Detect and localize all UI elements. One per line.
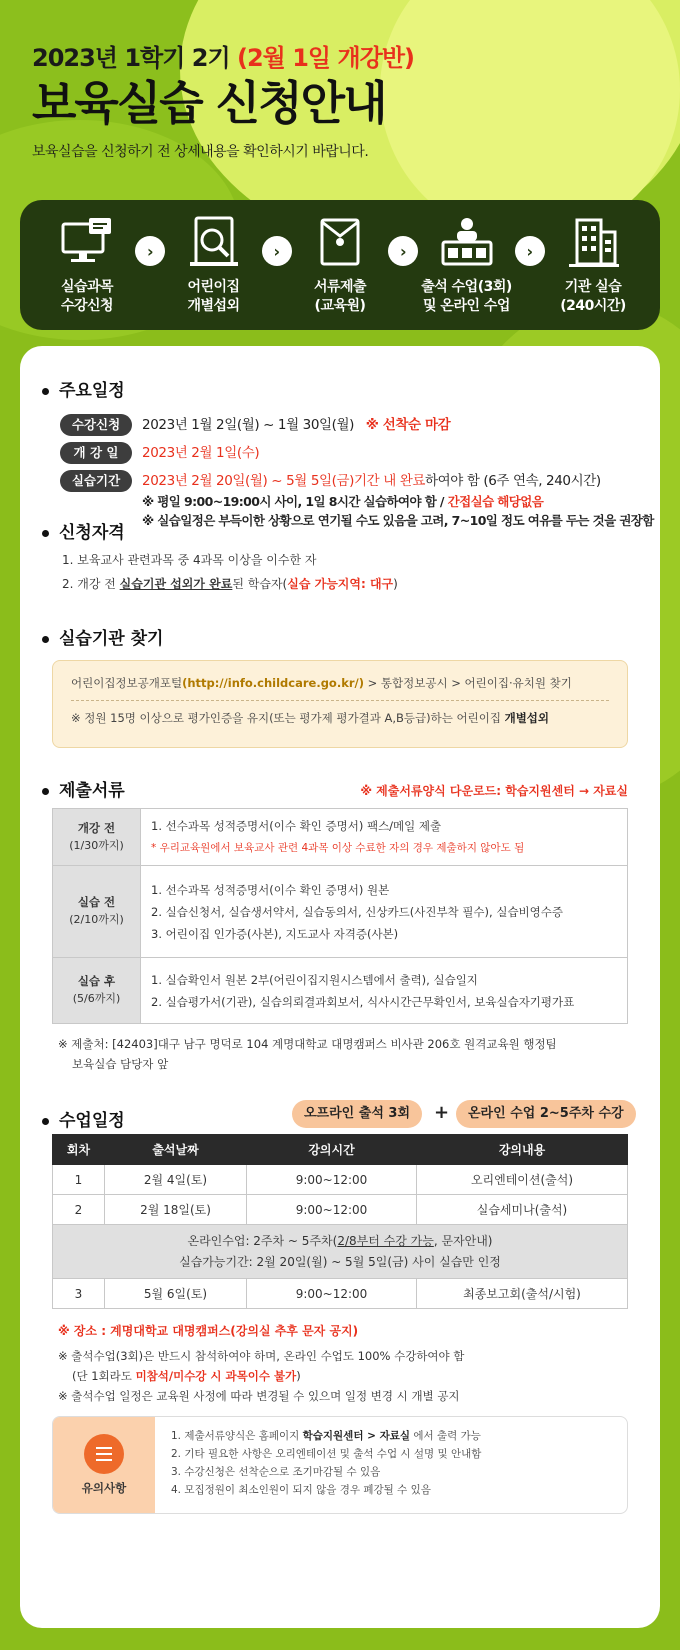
caution-box [52, 1416, 628, 1514]
online-row: 온라인수업: 2주차 ~ 5주차(2/8부터 수강 가능, 문자안내) 실습가능기간: 2월 20일(월) ~ 5월 5일(금) 사이 실습만 인정 [53, 1225, 628, 1279]
schedule-label: 실습기간 [60, 470, 132, 492]
schedule-list [60, 414, 654, 536]
chevron-right-icon: › [262, 236, 292, 266]
page-subtitle: 보육실습을 신청하기 전 상세내용을 확인하시기 바랍니다. [32, 144, 369, 161]
chevron-right-icon: › [515, 236, 545, 266]
lecturer-icon [439, 214, 495, 270]
section-title-classes: 수업일정 [42, 1106, 125, 1131]
step-label: 어린이집 개별섭외 [187, 279, 240, 314]
table-row: 2 2월 18일(토) 9:00~12:00 실습세미나(출석) [53, 1195, 628, 1225]
plus-sign: + [434, 1102, 450, 1123]
class-schedule-table [52, 1134, 628, 1309]
offline-badge: 오프라인 출석 3회 [292, 1100, 422, 1128]
chevron-right-icon: › [388, 236, 418, 266]
info-card [20, 346, 660, 1628]
table-row: 실습 전 (2/10까지) 1. 선수과목 성적증명서(이수 확인 증명서) 원본 2. 실습신청서, 실습생서약서, 실습동의서, 신상카드(사진부착 필수), 실습비영수증 3. 어린이집 인가증(사본), 지도교사 자격증(사본) [53, 866, 628, 958]
qualification-list: 1. 보육교사 관련과목 중 4과목 이상을 이수한 자 2. 개강 전 실습기관 섭외가 완료된 학습자(실습 가능지역: 대구) [62, 553, 398, 591]
schedule-label: 개 강 일 [60, 442, 132, 464]
schedule-row: 실습기간 2023년 2월 20일(월) ~ 5월 5일(금)기간 내 완료하여야 함 (6주 연속, 240시간) ※ 평일 9:00~19:00시 사이, 1일 8시간 실습하여야 함 / 간접실습 해당없음 ※ 실습일정은 부득이한 상황으로 연기될 수도 있음을 고려, 7~10일 정도 여유를 두는 것을 권장함 [60, 470, 654, 530]
step-attendance-online [420, 214, 514, 316]
step-document-submission [293, 214, 387, 316]
step-institution-practice [546, 214, 640, 316]
place-note: ※ 장소 : 계명대학교 대명캠퍼스(강의실 추후 문자 공지) [58, 1324, 359, 1338]
class-notes: ※ 출석수업(3회)은 반드시 참석하여야 하며, 온라인 수업도 100% 수강하여야 함 (단 1회라도 미참석/미수강 시 과목이수 불가) ※ 출석수업 일정은 교육원 사정에 따라 변경될 수 있으며 일정 변경 시 개별 공지 [58, 1349, 465, 1403]
table-row: 개강 전 (1/30까지) 1. 선수과목 성적증명서(이수 확인 증명서) 팩스/메일 제출 * 우리교육원에서 보육교사 관련 4과목 이상 수료한 자의 경우 제출하지 않아도 됨 [53, 809, 628, 866]
step-label: 출석 수업(3회) 및 온라인 수업 [421, 279, 512, 314]
header [32, 38, 414, 161]
process-steps [20, 200, 660, 330]
schedule-label: 수강신청 [60, 414, 132, 436]
table-row: 3 5월 6일(토) 9:00~12:00 최종보고회(출석/시험) [53, 1279, 628, 1309]
section-title-qualification: 신청자격 [42, 518, 125, 543]
table-row: 1 2월 4일(토) 9:00~12:00 오리엔테이션(출석) [53, 1165, 628, 1195]
schedule-row: 수강신청 2023년 1월 2일(월) ~ 1월 30일(월) ※ 선착순 마감 [60, 414, 654, 436]
step-label: 서류제출 (교육원) [313, 279, 367, 314]
caution-label: 유의사항 [81, 1481, 127, 1495]
magnifier-document-icon [186, 214, 242, 270]
section-title-documents: 제출서류 [42, 776, 125, 801]
step-label: 기관 실습 (240시간) [560, 279, 626, 314]
find-institution-box: 어린이집정보공개포털(http://info.childcare.go.kr/) > 통합정보공시 > 어린이집·유치원 찾기 ※ 정원 15명 이상으로 평가인증을 유지(또는 평가제 평가결과 A,B등급)하는 어린이집 개별섭외 [52, 660, 628, 748]
submission-address: ※ 제출처: [42403]대구 남구 명덕로 104 계명대학교 대명캠퍼스 비사관 206호 원격교육원 행정팀 보육실습 담당자 앞 [58, 1037, 557, 1071]
chevron-right-icon: › [135, 236, 165, 266]
download-note[interactable]: ※ 제출서류양식 다운로드: 학습지원센터 → 자료실 [360, 784, 628, 798]
section-title-find: 실습기관 찾기 [42, 624, 163, 649]
table-row: 실습 후 (5/6까지) 1. 실습확인서 원본 2부(어린이집지원시스템에서 출력), 실습일지 2. 실습평가서(기관), 실습의뢰결과회보서, 식사시간근무확인서, 보육실습자기평가표 [53, 958, 628, 1024]
caution-list: 1. 제출서류양식은 홈페이지 학습지원센터 > 자료실 에서 출력 가능 2. 기타 필요한 사항은 오리엔테이션 및 출석 수업 시 설명 및 안내함 3. 수강신청은 선착순으로 조기마감될 수 있음 4. 모집정원이 최소인원이 되지 않을 경우 폐강될 수 있음 [171, 1430, 482, 1496]
computer-icon [59, 214, 115, 270]
portal-link[interactable]: (http://info.childcare.go.kr/) [182, 676, 364, 690]
page-title: 보육실습 신청안내 [32, 76, 386, 130]
step-label: 실습과목 수강신청 [60, 279, 114, 314]
envelope-icon [312, 214, 368, 270]
menu-lines-icon [84, 1434, 124, 1474]
step-daycare-contact [167, 214, 261, 316]
documents-table [52, 808, 628, 1024]
building-icon [565, 214, 621, 270]
step-course-registration [40, 214, 134, 316]
semester-heading: 2023년 1학기 2기 (2월 1일 개강반) [32, 44, 414, 72]
table-header-row: 회차 출석날짜 강의시간 강의내용 [53, 1135, 628, 1165]
schedule-row: 개 강 일 2023년 2월 1일(수) [60, 442, 654, 464]
section-title-schedule: 주요일정 [42, 376, 125, 401]
online-badge: 온라인 수업 2~5주차 수강 [456, 1100, 636, 1128]
